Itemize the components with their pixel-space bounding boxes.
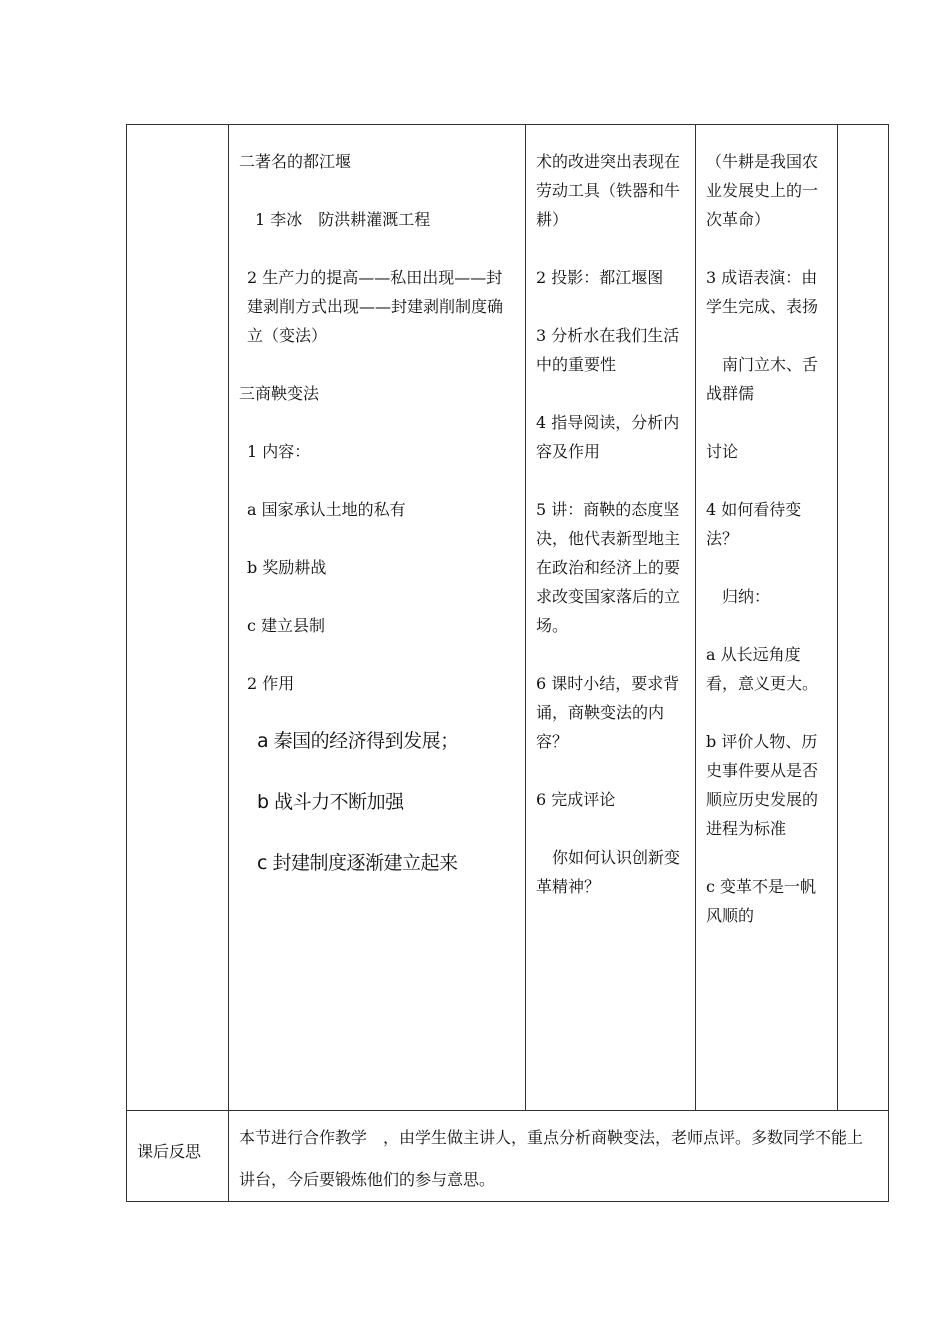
student-activity-line: 讨论 (706, 442, 739, 461)
content-line: 二著名的都江堰 (239, 152, 352, 171)
content-line: 三商鞅变法 (239, 384, 320, 403)
lesson-plan-table (126, 124, 889, 1202)
student-activity-line: 3 成语表演：由学生完成、表扬 (706, 268, 819, 316)
blank-label-cell (127, 125, 229, 1111)
student-activity-list (696, 125, 837, 930)
content-list (229, 125, 525, 878)
student-activity-line: （牛耕是我国农业发展史上的一次革命） (706, 152, 819, 229)
content-line: a 国家承认土地的私有 (247, 500, 406, 519)
student-activity-line: 归纳： (706, 587, 771, 606)
content-line: b 奖励耕战 (247, 558, 327, 577)
student-activity-line: b 评价人物、历史事件要从是否顺应历史发展的进程为标准 (706, 732, 819, 838)
content-line: 1 内容： (247, 442, 311, 461)
content-cell (229, 125, 526, 1111)
teacher-activity-line: 5 讲：商鞅的态度坚决，他代表新型地主在政治和经济上的要求改变国家落后的立场。 (536, 500, 681, 635)
student-activity-line: 4 如何看待变法？ (706, 500, 802, 548)
content-line: 2 生产力的提高——私田出现——封建剥削方式出现——封建剥削制度确立（变法） (247, 268, 504, 345)
teacher-activity-list (526, 125, 695, 901)
student-activity-cell (696, 125, 838, 1111)
effect-line: c 封建制度逐渐建立起来 (257, 852, 458, 874)
teacher-activity-line: 2 投影：都江堰图 (536, 268, 664, 287)
teacher-activity-line: 术的改进突出表现在劳动工具（铁器和牛耕） (536, 152, 681, 229)
blank-cell (838, 125, 889, 1111)
reflection-text: 本节进行合作教学 ，由学生做主讲人，重点分析商鞅变法，老师点评。多数同学不能上讲台，今后要锻炼他们的参与意思。 (239, 1128, 864, 1189)
student-activity-line: a 从长远角度看，意义更大。 (706, 645, 819, 693)
teacher-activity-line: 6 课时小结，要求背诵，商鞅变法的内容？ (536, 674, 680, 751)
effect-line: b 战斗力不断加强 (257, 791, 404, 813)
lesson-content-row (127, 125, 889, 1111)
student-activity-line: c 变革不是一帆风顺的 (706, 877, 817, 925)
teacher-activity-line: 4 指导阅读，分析内容及作用 (536, 413, 680, 461)
content-line: 2 作用 (247, 674, 295, 693)
reflection-text-cell (229, 1111, 889, 1202)
reflection-label: 课后反思 (137, 1142, 202, 1161)
teacher-activity-cell (526, 125, 696, 1111)
content-line: 1 李冰 防洪耕灌溉工程 (255, 210, 431, 229)
content-line: c 建立县制 (247, 616, 326, 635)
effect-line: a 秦国的经济得到发展； (257, 730, 459, 752)
teacher-activity-line: 你如何认识创新变革精神？ (536, 848, 681, 896)
student-activity-line: 南门立木、舌战群儒 (706, 355, 819, 403)
reflection-label-cell (127, 1111, 229, 1202)
teacher-activity-line: 3 分析水在我们生活中的重要性 (536, 326, 680, 374)
teacher-activity-line: 6 完成评论 (536, 790, 616, 809)
reflection-row (127, 1111, 889, 1202)
